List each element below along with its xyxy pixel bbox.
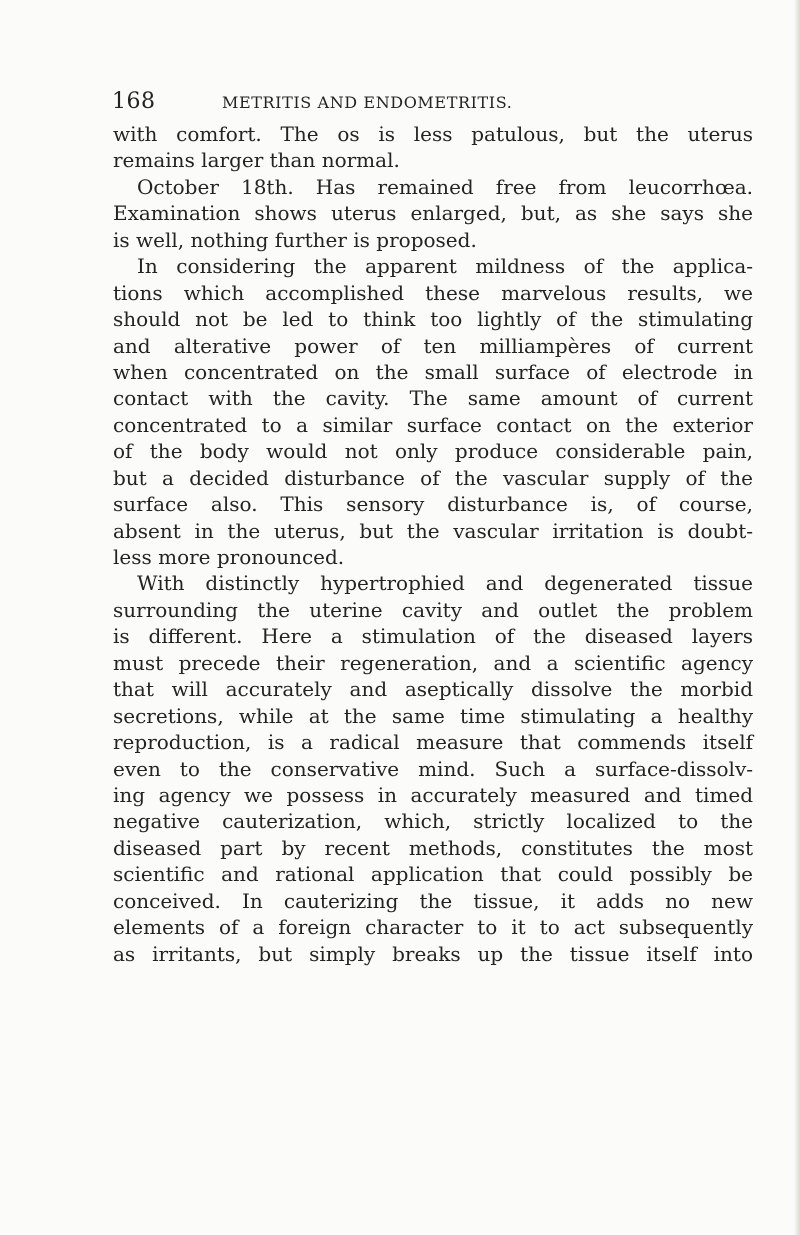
text-line: is well, nothing further is proposed. <box>113 227 477 252</box>
text-line: scientific and rational application that could possibly be <box>113 862 753 887</box>
text-line: but a decided disturbance of the vascular supply of the <box>113 465 753 490</box>
text-line: tions which accomplished these marvelous results, we <box>113 280 753 305</box>
text-line: elements of a foreign character to it to act subsequently <box>113 915 753 940</box>
text-line: concentrated to a similar surface contact on the exterior <box>113 412 753 437</box>
text-line: of the body would not only produce considerable pain, <box>113 439 753 464</box>
running-head <box>112 90 740 114</box>
running-title: METRITIS AND ENDOMETRITIS. <box>222 93 513 112</box>
page-number: 168 <box>112 89 156 114</box>
text-line: ing agency we possess in accurately measured and timed <box>113 782 753 807</box>
text-line: is different. Here a stimulation of the diseased layers <box>113 624 753 649</box>
text-line: October 18th. Has remained free from leucorrhœa. <box>137 174 753 199</box>
body-text <box>113 121 753 967</box>
page-edge <box>794 0 800 1235</box>
text-line: with comfort. The os is less patulous, but the uterus <box>113 122 753 146</box>
text-line: conceived. In cauterizing the tissue, it adds no new <box>113 888 753 913</box>
text-line: must precede their regeneration, and a scientific agency <box>113 650 753 675</box>
text-line: should not be led to think too lightly of the stimulating <box>113 307 753 332</box>
text-line: less more pronounced. <box>113 545 345 569</box>
text-line: as irritants, but simply breaks up the tissue itself into <box>113 941 753 966</box>
text-line: surrounding the uterine cavity and outlet the problem <box>113 597 753 622</box>
text-line: contact with the cavity. The same amount of current <box>113 386 753 411</box>
text-line: secretions, while at the same time stimulating a healthy <box>113 703 753 728</box>
text-line: In considering the apparent mildness of the applica- <box>137 254 753 279</box>
text-line: Examination shows uterus enlarged, but, as she says she <box>113 201 753 226</box>
text-line: With distinctly hypertrophied and degenerated tissue <box>137 571 753 596</box>
text-line: when concentrated on the small surface of electrode in <box>113 359 753 384</box>
text-line: negative cauterization, which, strictly localized to the <box>113 809 753 834</box>
text-line: and alterative power of ten milliampères of current <box>113 333 753 358</box>
text-line: surface also. This sensory disturbance is, of course, <box>113 492 753 517</box>
text-line: even to the conservative mind. Such a surface-dissolv- <box>113 756 753 781</box>
text-line: that will accurately and aseptically dissolve the morbid <box>113 677 753 702</box>
text-line: remains larger than normal. <box>113 148 400 173</box>
text-line: diseased part by recent methods, constitutes the most <box>113 835 753 860</box>
text-line: absent in the uterus, but the vascular irritation is doubt- <box>113 518 753 543</box>
text-line: reproduction, is a radical measure that commends itself <box>113 730 753 755</box>
